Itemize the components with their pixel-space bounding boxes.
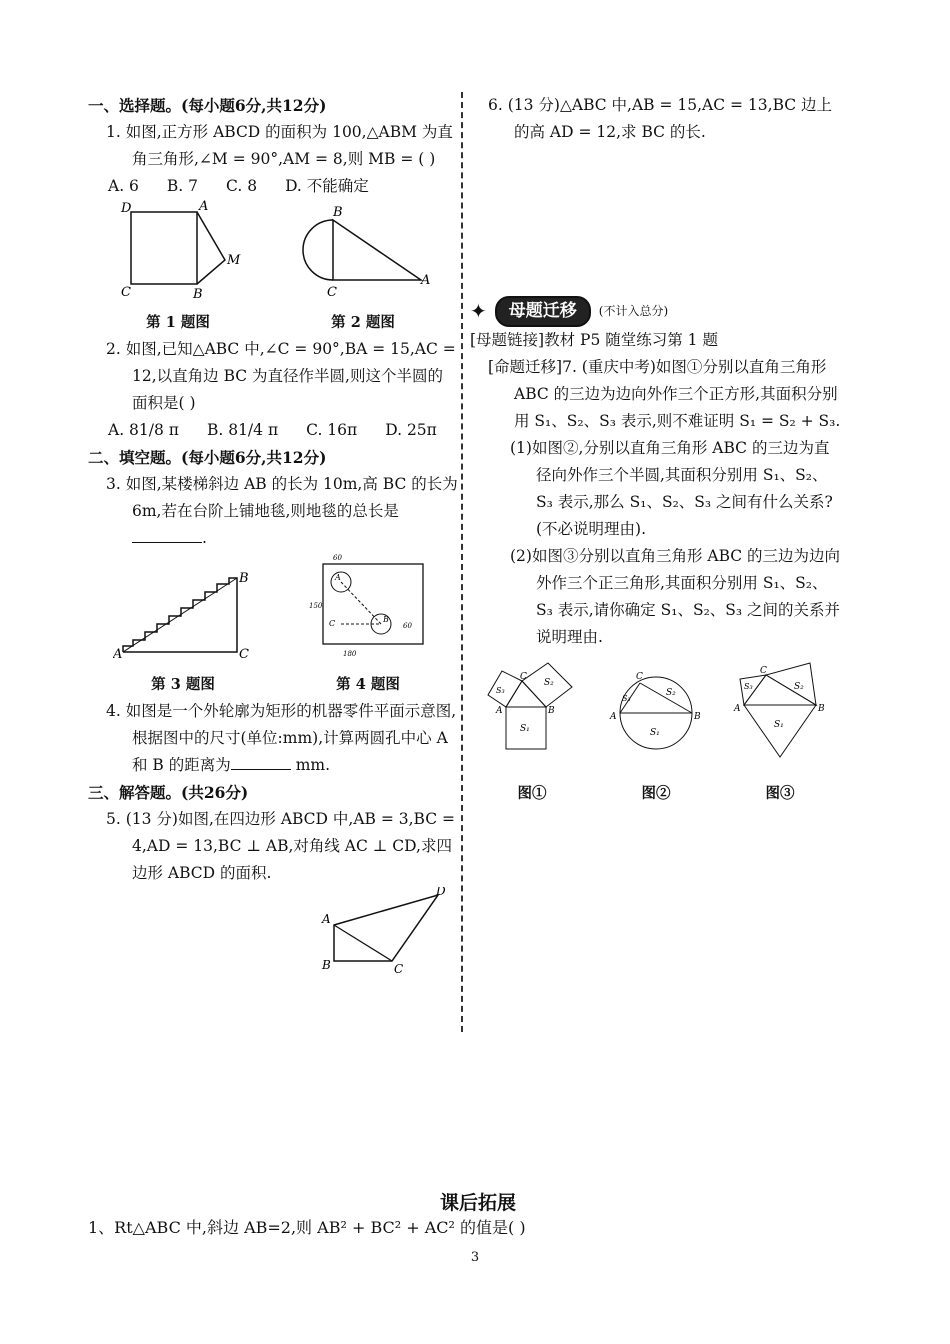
- svg-text:C: C: [394, 962, 404, 976]
- figure-7-3: [730, 661, 830, 807]
- svg-text:S₁: S₁: [774, 720, 784, 730]
- question-2: 2. 如图,已知△ABC 中,∠C = 90°,BA = 15,AC = 12,以直角边 BC 为直径作半圆,则这个半圆的面积是( ): [106, 340, 456, 412]
- semicircle-triangle-figure: [293, 200, 433, 300]
- three-squares-figure: [482, 661, 582, 771]
- question-7-part-1: (1)如图②,分别以直角三角形 ABC 的三边为直径向外作三个半圆,其面积分别用 S₁、S₂、S₃ 表示,那么 S₁、S₂、S₃ 之间有什么关系?(不必说明理由).: [510, 439, 833, 538]
- question-7-part-2: (2)如图③分别以直角三角形 ABC 的三边为边向外作三个正三角形,其面积分别用 S₁、S₂、S₃ 表示,请你确定 S₁、S₂、S₃ 之间的关系并说明理由.: [510, 547, 841, 646]
- svg-text:A: A: [610, 712, 617, 722]
- svg-text:B: B: [193, 287, 203, 300]
- three-semicircles-figure: [606, 661, 706, 771]
- figure-7-2: [606, 661, 706, 807]
- option-a: A. 6: [108, 177, 139, 195]
- svg-text:S₃: S₃: [496, 686, 505, 695]
- figure-3: [113, 562, 253, 698]
- svg-text:60: 60: [403, 622, 412, 630]
- option-b: B. 81/4 π: [206, 421, 279, 439]
- after-class-title: 课后拓展: [439, 1192, 516, 1214]
- svg-text:180: 180: [343, 650, 357, 658]
- mother-question-banner: [470, 296, 842, 327]
- banner-title: 母题迁移: [495, 296, 591, 327]
- figure-1: [113, 200, 243, 336]
- svg-text:A: A: [421, 273, 431, 288]
- option-c: C. 16π: [306, 421, 358, 439]
- svg-text:A: A: [199, 200, 209, 214]
- answer-blank: [231, 753, 291, 770]
- svg-text:M: M: [227, 253, 241, 268]
- svg-text:B: B: [694, 712, 701, 722]
- svg-text:C: C: [327, 285, 337, 300]
- question-5: 5. (13 分)如图,在四边形 ABCD 中,AB = 3,BC = 4,AD = 13,BC ⊥ AB,对角线 AC ⊥ CD,求四边形 ABCD 的面积.: [106, 810, 455, 882]
- column-divider: [461, 92, 463, 1032]
- left-column: [88, 92, 458, 986]
- figures-1-2: [88, 200, 458, 336]
- figure-2: [293, 200, 433, 336]
- figure-5: [88, 887, 458, 986]
- figure-7-1-caption: 图①: [517, 785, 547, 802]
- banner-note: (不计入总分): [598, 304, 669, 318]
- textbook-link: [母题链接]教材 P5 随堂练习第 1 题: [470, 331, 718, 349]
- svg-text:C: C: [760, 666, 767, 676]
- svg-text:C: C: [520, 672, 527, 682]
- after-class-section: [88, 1188, 868, 1238]
- question-3: 3. 如图,某楼梯斜边 AB 的长为 10m,高 BC 的长为 6m,若在台阶上铺地毯,则地毯的总长是 .: [106, 475, 458, 547]
- svg-text:C: C: [121, 285, 131, 300]
- svg-text:150: 150: [309, 602, 323, 610]
- svg-text:S₁: S₁: [650, 728, 660, 738]
- option-d: D. 25π: [385, 421, 437, 439]
- figure-7-2-caption: 图②: [641, 785, 671, 802]
- svg-text:B: B: [818, 704, 825, 714]
- svg-text:S₂: S₂: [666, 688, 676, 698]
- svg-text:S₁: S₁: [520, 724, 530, 734]
- square-abcd-figure: [113, 200, 243, 300]
- three-triangles-figure: [730, 661, 830, 771]
- question-4-text: 4. 如图是一个外轮廓为矩形的机器零件平面示意图,根据图中的尺寸(单位:mm),计算两圆孔中心 A 和 B 的距离为: [106, 702, 457, 774]
- question-6: 6. (13 分)△ABC 中,AB = 15,AC = 13,BC 边上的高 AD = 12,求 BC 的长.: [488, 96, 833, 141]
- figure-7-3-caption: 图③: [765, 785, 795, 802]
- answer-blank: [132, 526, 202, 543]
- page-number: 3: [470, 1250, 480, 1265]
- svg-text:C: C: [636, 672, 643, 682]
- svg-text:S₂: S₂: [544, 678, 554, 688]
- svg-text:C: C: [239, 647, 249, 662]
- quadrilateral-abcd-figure: [318, 887, 448, 977]
- question-1-options: [88, 173, 458, 200]
- machine-part-figure: [303, 552, 433, 662]
- question-2-options: [88, 417, 458, 444]
- svg-text:S₂: S₂: [794, 682, 804, 692]
- option-b: B. 7: [166, 177, 199, 195]
- svg-text:B: B: [548, 706, 555, 716]
- svg-text:B: B: [333, 205, 343, 220]
- svg-text:S₃: S₃: [622, 694, 631, 703]
- svg-text:S₃: S₃: [744, 682, 753, 691]
- option-c: C. 8: [226, 177, 258, 195]
- question-1: 1. 如图,正方形 ABCD 的面积为 100,△ABM 为直角三角形,∠M = 90°,AM = 8,则 MB = ( ): [106, 123, 453, 168]
- question-4: [88, 698, 458, 779]
- figure-7-1: [482, 661, 582, 807]
- option-d: D. 不能确定: [285, 177, 369, 195]
- svg-text:B: B: [239, 571, 249, 586]
- svg-text:A: A: [322, 912, 331, 926]
- figure-1-caption: 第 1 题图: [146, 314, 210, 331]
- after-class-question-1: 1、Rt△ABC 中,斜边 AB=2,则 AB² + BC² + AC² 的值是( ): [88, 1218, 526, 1237]
- svg-text:60: 60: [333, 554, 342, 562]
- question-7: [命题迁移]7. (重庆中考)如图①分别以直角三角形 ABC 的三边为边向外作三个正方形,其面积分别用 S₁、S₂、S₃ 表示,则不难证明 S₁ = S₂ + S₃.: [488, 358, 841, 430]
- figures-7: [470, 661, 842, 807]
- question-3-text: 3. 如图,某楼梯斜边 AB 的长为 10m,高 BC 的长为 6m,若在台阶上铺地毯,则地毯的总长是: [106, 475, 458, 520]
- svg-text:A: A: [496, 706, 503, 716]
- figure-4-caption: 第 4 题图: [336, 676, 400, 693]
- svg-text:C: C: [329, 619, 336, 628]
- question-4-unit: mm.: [295, 756, 331, 774]
- svg-text:A: A: [734, 704, 741, 714]
- figures-3-4: [88, 552, 458, 698]
- svg-text:B: B: [322, 958, 331, 972]
- bee-icon: ✦: [470, 299, 487, 323]
- svg-text:B: B: [383, 615, 389, 624]
- section-choice-heading: 一、选择题。(每小题6分,共12分): [88, 96, 327, 115]
- option-a: A. 81/8 π: [108, 421, 179, 439]
- right-column: [470, 92, 842, 807]
- staircase-figure: [113, 562, 253, 662]
- section-answer-heading: 三、解答题。(共26分): [88, 783, 249, 802]
- svg-text:D: D: [436, 887, 446, 898]
- figure-3-caption: 第 3 题图: [151, 676, 215, 693]
- svg-text:D: D: [121, 201, 132, 216]
- figure-4: [303, 552, 433, 698]
- svg-text:A: A: [113, 647, 123, 662]
- figure-2-caption: 第 2 题图: [331, 314, 395, 331]
- section-fill-heading: 二、填空题。(每小题6分,共12分): [88, 448, 327, 467]
- svg-text:A: A: [335, 573, 341, 582]
